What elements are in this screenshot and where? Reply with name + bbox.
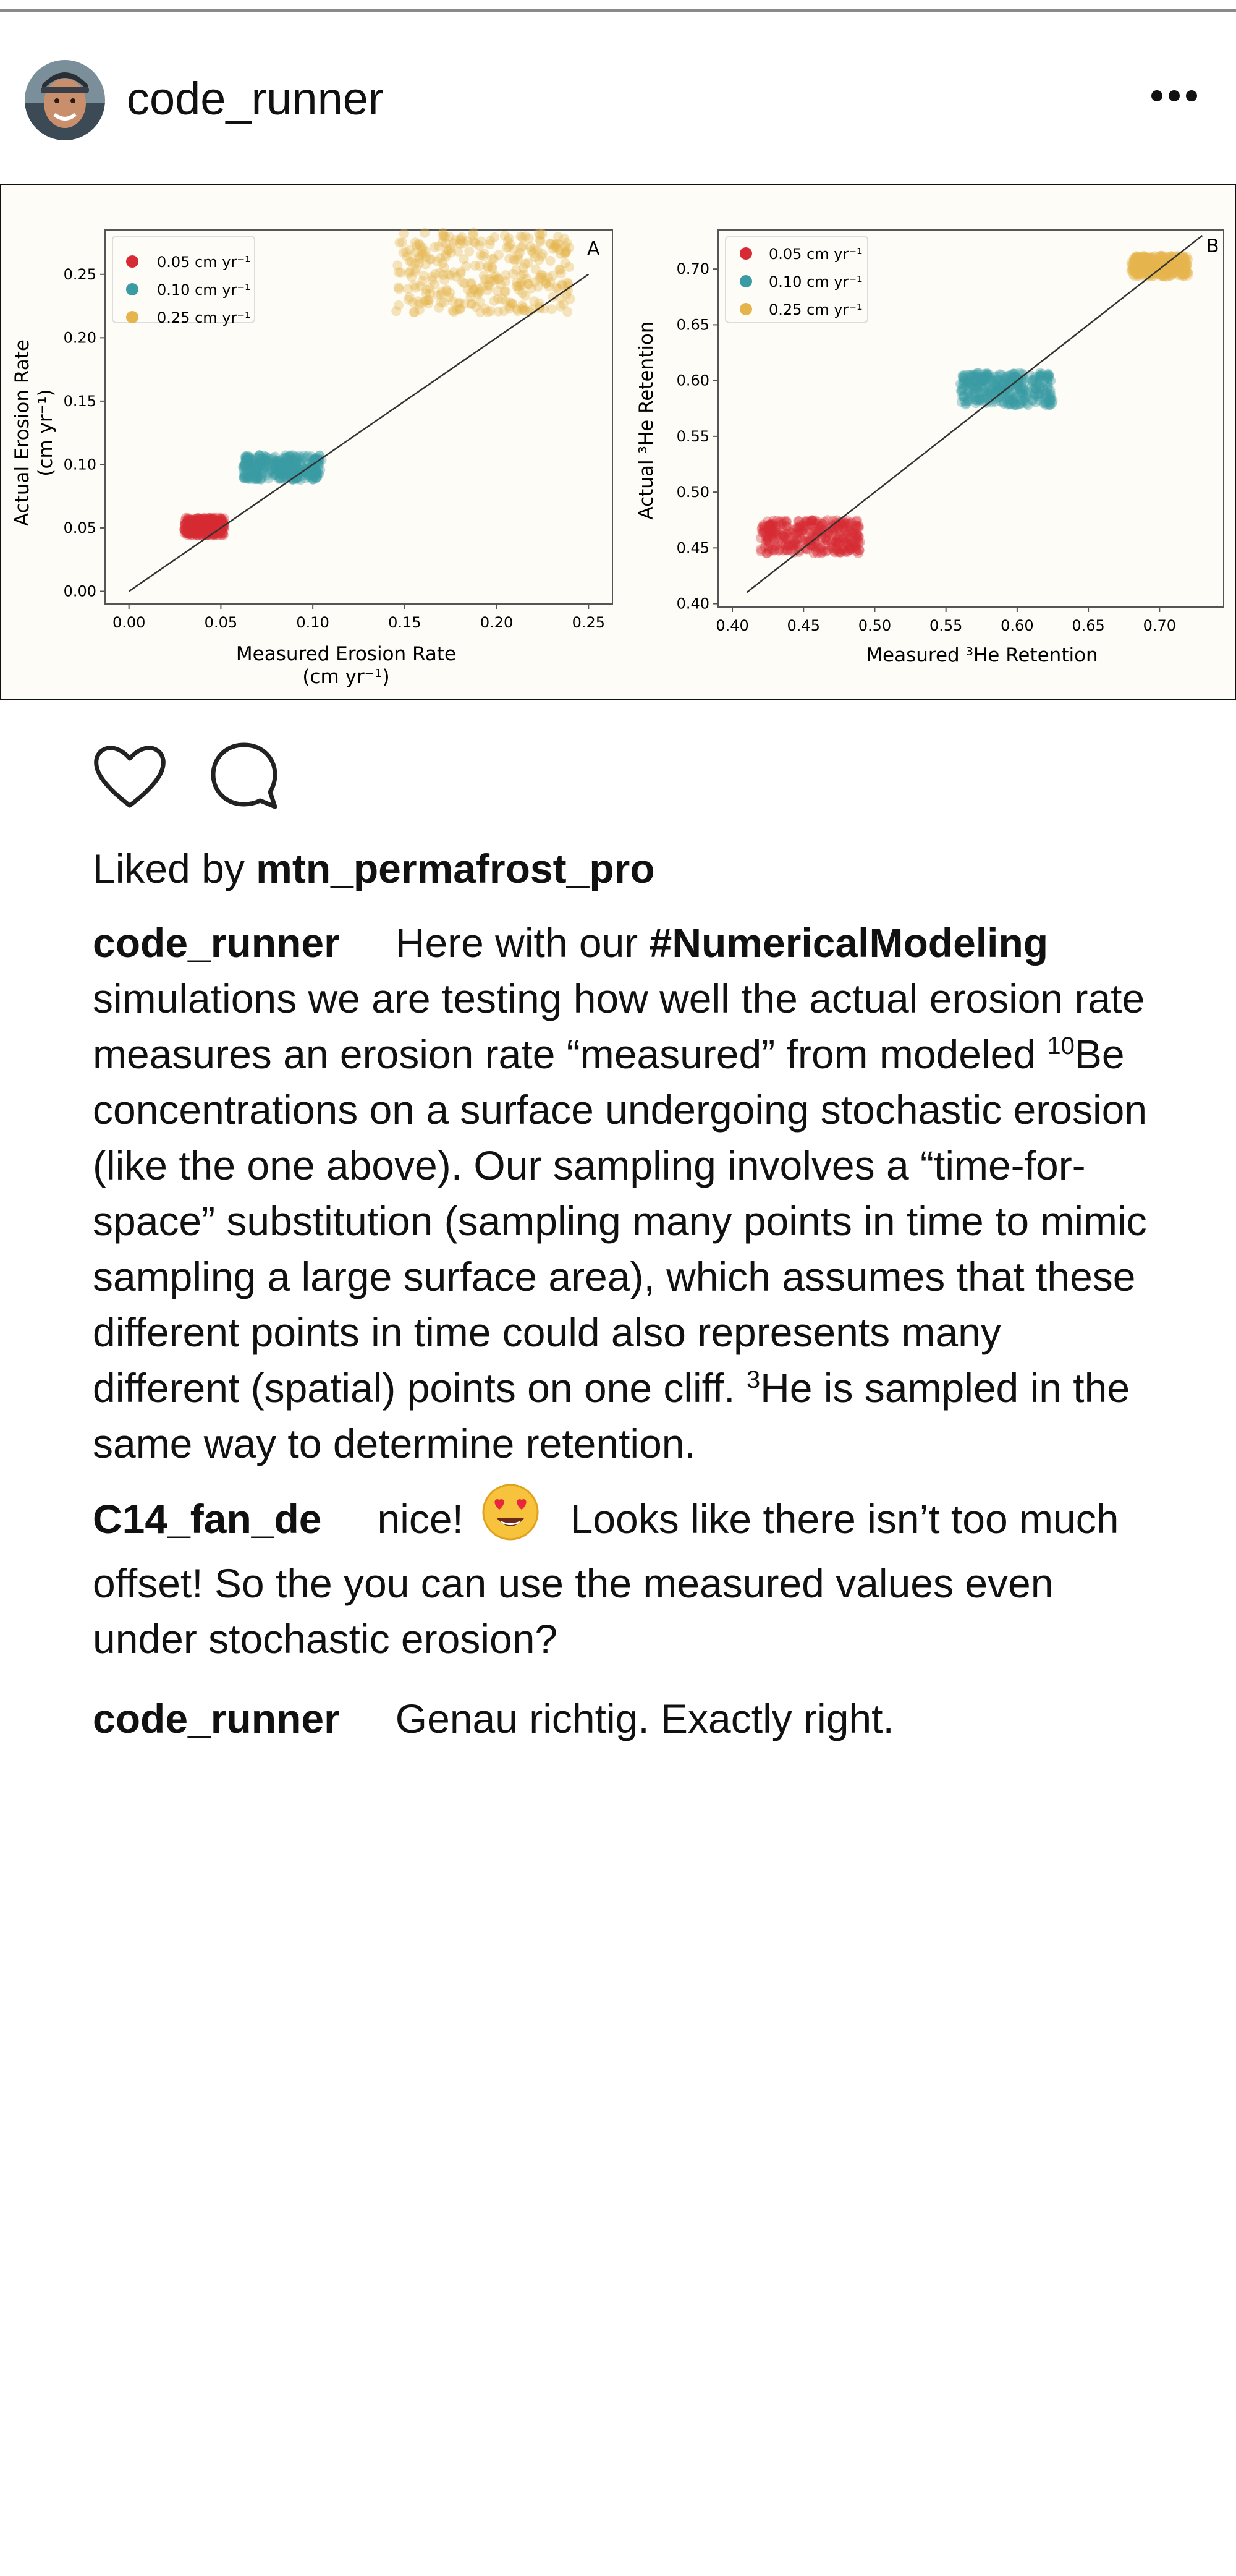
scatter-point — [197, 524, 207, 534]
scatter-point — [268, 462, 278, 472]
scatter-point — [1043, 382, 1053, 392]
scatter-point — [443, 270, 453, 279]
x-tick-label: 0.50 — [858, 617, 892, 634]
scatter-point — [832, 545, 842, 555]
y-tick-label: 0.05 — [63, 519, 96, 537]
legend-marker-gold — [126, 311, 138, 323]
scatter-point — [999, 399, 1009, 409]
scatter-point — [1000, 374, 1010, 384]
scatter-point — [845, 519, 855, 529]
scatter-point — [394, 267, 404, 277]
caption-text: Be concentrations on a surface undergoing stochastic erosion (like the one above). Our sampling involves a “time-for-space” substitution (sampling many points in time to mimic sampling a large surface area), which assumes that these different points in time could also represents many different (spatial) points on one cliff. — [93, 1031, 1148, 1411]
scatter-point — [442, 286, 452, 296]
scatter-point — [292, 461, 302, 471]
scatter-point — [483, 263, 493, 273]
more-options-icon[interactable] — [1143, 71, 1205, 121]
x-tick-label: 0.10 — [296, 614, 329, 631]
scatter-point — [769, 546, 779, 556]
scatter-point — [519, 305, 529, 315]
scatter-point — [802, 516, 811, 525]
y-tick-label: 0.60 — [676, 372, 709, 389]
y-tick-label: 0.65 — [676, 316, 709, 334]
comment — [93, 1691, 1149, 1746]
scatter-point — [409, 280, 419, 290]
scatter-point — [533, 282, 543, 292]
scatter-point — [405, 256, 415, 266]
heart-eyes-emoji-icon — [481, 1482, 540, 1555]
scatter-point — [559, 299, 569, 309]
scatter-point — [499, 306, 509, 316]
comment-text: Genau richtig. Exactly right. — [395, 1696, 894, 1741]
caption-text: He is sampled in the same way to determine retention. — [93, 1365, 1130, 1466]
post-caption — [93, 915, 1149, 1471]
x-tick-label: 0.70 — [1143, 617, 1177, 634]
panel-a-label: A — [587, 238, 600, 260]
scatter-point — [493, 294, 503, 304]
scatter-point — [836, 527, 846, 537]
scatter-point — [468, 228, 478, 238]
scatter-point — [467, 299, 476, 309]
scatter-point — [183, 521, 193, 531]
scatter-point — [399, 229, 409, 239]
scatter-point — [517, 232, 527, 242]
post-image-figure[interactable] — [0, 184, 1236, 700]
scatter-point — [243, 451, 253, 461]
scatter-point — [525, 242, 535, 252]
comment-bubble-icon[interactable] — [201, 733, 287, 819]
panel-b-legend — [726, 236, 868, 323]
panel-b-xlabel: Measured ³He Retention — [866, 644, 1098, 666]
top-divider — [0, 9, 1236, 12]
scatter-point — [1022, 389, 1031, 399]
post-header — [0, 43, 1236, 167]
scatter-point — [395, 238, 405, 248]
scatter-point — [978, 375, 988, 385]
scatter-point — [464, 247, 474, 257]
panel-a-xlabel: Measured Erosion Rate — [235, 643, 457, 665]
comment — [93, 1482, 1149, 1667]
x-tick-label: 0.25 — [572, 614, 606, 631]
legend-label: 0.10 cm yr⁻¹ — [769, 273, 863, 291]
x-tick-label: 0.00 — [112, 614, 146, 631]
superscript-10: 10 — [1047, 1032, 1075, 1060]
x-tick-label: 0.15 — [388, 614, 421, 631]
x-tick-label: 0.55 — [929, 617, 963, 634]
y-tick-label: 0.45 — [676, 539, 709, 557]
scatter-point — [409, 307, 419, 317]
caption-username[interactable]: code_runner — [93, 920, 340, 966]
y-tick-label: 0.15 — [63, 392, 96, 410]
panel-a-ylabel: Actual Erosion Rate — [11, 339, 33, 526]
scatter-point — [547, 304, 557, 314]
scatter-point — [428, 275, 438, 285]
caption-text: Here with our — [395, 920, 638, 966]
x-tick-label: 0.60 — [1001, 617, 1034, 634]
scatter-point — [418, 242, 428, 252]
post-actions — [87, 733, 334, 819]
scatter-point — [520, 291, 530, 301]
comment-username[interactable]: C14_fan_de — [93, 1496, 322, 1542]
legend-label: 0.05 cm yr⁻¹ — [769, 245, 863, 263]
legend-marker-red — [740, 247, 752, 260]
legend-label: 0.25 cm yr⁻¹ — [157, 309, 251, 326]
scatter-point — [535, 230, 545, 240]
scatter-point — [420, 228, 430, 238]
liked-by-prefix: Liked by — [93, 846, 245, 891]
scatter-point — [1010, 372, 1020, 381]
superscript-3: 3 — [746, 1366, 761, 1393]
scatter-point — [552, 242, 562, 252]
scatter-point — [478, 281, 488, 291]
scatter-point — [404, 268, 414, 278]
scatter-point — [1169, 268, 1179, 278]
scatter-point — [561, 289, 571, 299]
x-tick-label: 0.65 — [1072, 617, 1105, 634]
hashtag-link[interactable]: #NumericalModeling — [649, 920, 1049, 966]
scatter-point — [988, 385, 998, 394]
y-tick-label: 0.00 — [63, 582, 96, 600]
scatter-point — [852, 530, 862, 540]
scatter-point — [408, 298, 418, 308]
legend-marker-teal — [126, 283, 138, 295]
avatar[interactable] — [25, 60, 105, 140]
scatter-point — [304, 469, 314, 479]
scatter-point — [501, 287, 510, 297]
comment-text: Looks like there isn’t too much offset! So the you can use the measured values even under stochastic erosion? — [93, 1496, 1119, 1662]
scatter-point — [457, 277, 467, 287]
scatter-point — [519, 270, 529, 279]
scatter-point — [975, 394, 984, 404]
scatter-point — [491, 271, 501, 281]
scatter-point — [394, 300, 404, 310]
x-tick-label: 0.40 — [716, 617, 749, 634]
post-username[interactable]: code_runner — [127, 73, 384, 124]
scatter-point — [1034, 389, 1044, 399]
scatter-point — [1177, 270, 1187, 279]
scatter-point — [792, 534, 802, 544]
x-tick-label: 0.20 — [480, 614, 514, 631]
scatter-point — [438, 237, 447, 247]
y-tick-label: 0.70 — [676, 260, 709, 278]
y-tick-label: 0.20 — [63, 329, 96, 347]
scatter-point — [489, 232, 499, 242]
scatter-point — [486, 306, 496, 316]
legend-label: 0.25 cm yr⁻¹ — [769, 301, 863, 318]
x-tick-label: 0.45 — [787, 617, 820, 634]
scatter-point — [426, 254, 436, 264]
liked-by-line — [93, 841, 1149, 896]
panel-a-legend — [112, 236, 255, 326]
scatter-point — [556, 268, 566, 278]
scatter-point — [466, 288, 476, 298]
scatter-point — [766, 528, 776, 538]
scatter-point — [216, 514, 226, 524]
scatter-point — [781, 534, 791, 544]
scatter-point — [455, 304, 465, 314]
scatter-point — [449, 238, 459, 248]
panel-b-ylabel: Actual ³He Retention — [635, 321, 658, 520]
scatter-point — [456, 267, 466, 277]
scatter-point — [1035, 372, 1044, 381]
scatter-point — [538, 249, 548, 259]
scatter-point — [843, 540, 853, 550]
panel-a-xlabel-units: (cm yr⁻¹) — [302, 666, 390, 688]
scatter-point — [986, 373, 996, 383]
scatter-point — [394, 284, 404, 294]
scatter-point — [476, 236, 486, 246]
scatter-point — [423, 299, 433, 308]
like-heart-icon[interactable] — [87, 733, 173, 819]
scatter-point — [494, 250, 504, 260]
scatter-point — [823, 546, 832, 556]
panel-b — [635, 230, 1224, 666]
scatter-point — [253, 462, 263, 472]
scatter-point — [414, 258, 424, 268]
y-tick-label: 0.55 — [676, 427, 709, 445]
scatter-point — [480, 249, 489, 259]
scatter-point — [470, 261, 480, 271]
y-tick-label: 0.50 — [676, 483, 709, 501]
scatter-figure — [1, 185, 1235, 699]
y-tick-label: 0.10 — [63, 456, 96, 474]
x-tick-label: 0.05 — [204, 614, 238, 631]
y-tick-label: 0.25 — [63, 265, 96, 283]
scatter-point — [457, 232, 467, 242]
comment-text: nice! — [377, 1496, 464, 1542]
scatter-point — [561, 247, 570, 257]
legend-marker-red — [126, 255, 138, 268]
scatter-point — [960, 370, 970, 380]
legend-label: 0.05 cm yr⁻¹ — [157, 253, 251, 271]
scatter-point — [546, 256, 556, 266]
scatter-point — [782, 521, 792, 531]
legend-marker-gold — [740, 303, 752, 315]
scatter-point — [502, 243, 512, 253]
scatter-point — [239, 470, 249, 480]
liked-by-user[interactable]: mtn_permafrost_pro — [256, 846, 655, 891]
panel-a — [11, 228, 612, 689]
scatter-point — [504, 253, 514, 263]
scatter-point — [536, 270, 546, 279]
scatter-point — [263, 474, 273, 483]
scatter-point — [218, 529, 228, 538]
legend-label: 0.10 cm yr⁻¹ — [157, 281, 251, 299]
scatter-point — [1011, 400, 1021, 410]
scatter-point — [1129, 255, 1139, 265]
legend-marker-teal — [740, 275, 752, 287]
panel-a-ylabel-units: (cm yr⁻¹) — [35, 389, 57, 477]
y-tick-label: 0.40 — [676, 595, 709, 613]
caption-text: simulations we are testing how well the actual erosion rate measures an erosion rate “measured” from modeled — [93, 976, 1145, 1077]
panel-b-label: B — [1206, 236, 1219, 257]
comment-username[interactable]: code_runner — [93, 1696, 340, 1741]
scatter-point — [405, 245, 415, 255]
